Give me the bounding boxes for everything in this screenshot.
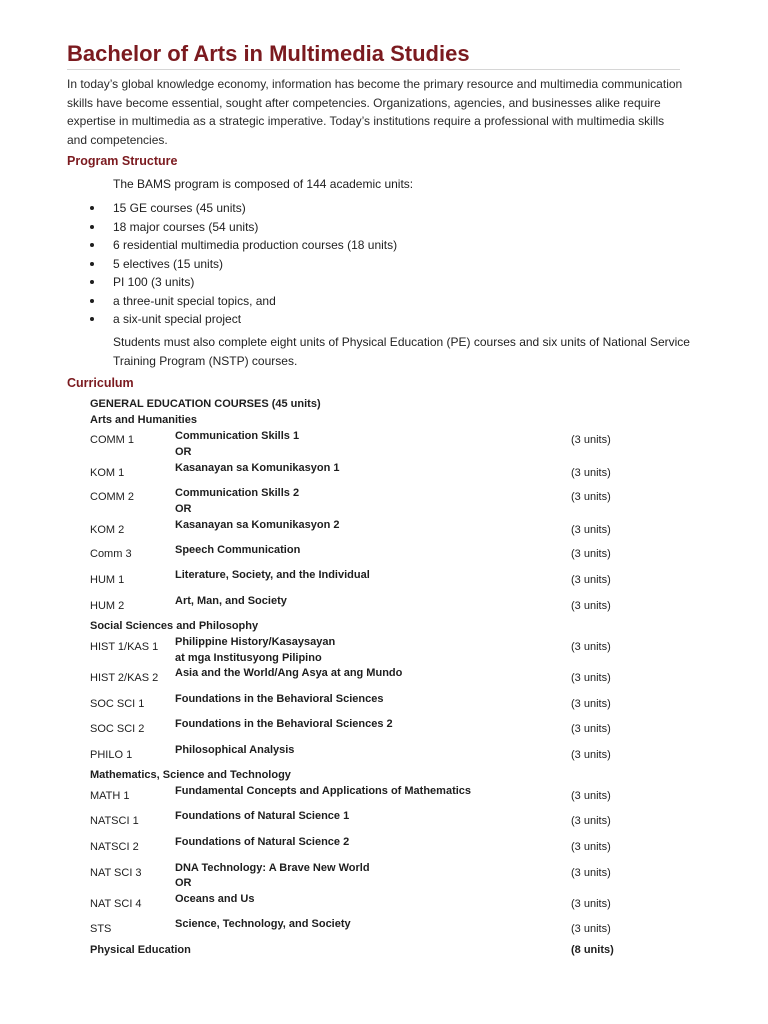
course-code: COMM 1: [90, 434, 134, 446]
course-code: NAT SCI 4: [90, 898, 142, 910]
course-title-line2: at mga Institusyong Pilipino: [175, 652, 322, 664]
course-title: Oceans and Us: [175, 893, 255, 905]
course-code: NAT SCI 3: [90, 867, 142, 879]
course-title: Communication Skills 2: [175, 487, 300, 499]
course-units: (3 units): [571, 749, 611, 761]
course-title: DNA Technology: A Brave New World: [175, 862, 370, 874]
list-item-text: a three-unit special topics, and: [113, 293, 276, 308]
list-item: [90, 236, 397, 255]
list-item-text: 15 GE courses (45 units): [113, 201, 246, 215]
course-code: STS: [90, 923, 112, 935]
course-title: Foundations of Natural Science 2: [175, 836, 350, 848]
list-item: [90, 255, 397, 274]
course-title: Kasanayan sa Komunikasyon 1: [175, 462, 340, 474]
course-units: (3 units): [571, 815, 611, 827]
curriculum-heading: Curriculum: [67, 376, 134, 390]
course-title: Foundations of Natural Science 1: [175, 810, 350, 822]
program-structure-list: [90, 199, 397, 329]
course-code: HIST 2/KAS 2: [90, 672, 159, 684]
course-units: (3 units): [571, 524, 611, 536]
page-title: Bachelor of Arts in Multimedia Studies: [67, 40, 680, 70]
or-label: OR: [175, 446, 192, 458]
course-code: SOC SCI 1: [90, 698, 145, 710]
group-math-science-tech: Mathematics, Science and Technology: [90, 769, 291, 781]
course-code: NATSCI 1: [90, 815, 139, 827]
or-label: OR: [175, 503, 192, 515]
program-composition-text: The BAMS program is composed of 144 academic units:: [113, 177, 414, 191]
bullet-icon: [90, 243, 94, 247]
course-title: Foundations in the Behavioral Sciences: [175, 693, 384, 705]
course-units: (3 units): [571, 574, 611, 586]
course-code: KOM 2: [90, 524, 125, 536]
bullet-icon: [90, 280, 94, 284]
course-units: (3 units): [571, 491, 611, 503]
physical-education-units: (8 units): [571, 944, 614, 956]
course-units: (3 units): [571, 867, 611, 879]
course-units: (3 units): [571, 672, 611, 684]
course-title: Science, Technology, and Society: [175, 918, 351, 930]
list-item-text: 6 residential multimedia production courses (18 units): [113, 238, 398, 252]
program-structure-heading: Program Structure: [67, 154, 178, 168]
course-code: HIST 1/KAS 1: [90, 641, 159, 653]
course-title: Philosophical Analysis: [175, 744, 295, 756]
list-item: [90, 218, 397, 237]
course-units: (3 units): [571, 434, 611, 446]
course-units: (3 units): [571, 923, 611, 935]
course-code: NATSCI 2: [90, 841, 139, 853]
course-title: Philippine History/Kasaysayan: [175, 636, 336, 648]
list-item: [90, 292, 397, 311]
course-title: Speech Communication: [175, 544, 301, 556]
group-social-sciences: Social Sciences and Philosophy: [90, 620, 259, 632]
course-units: (3 units): [571, 600, 611, 612]
bullet-icon: [90, 299, 94, 303]
course-units: (3 units): [571, 790, 611, 802]
course-units: (3 units): [571, 841, 611, 853]
course-units: (3 units): [571, 548, 611, 560]
course-code: HUM 1: [90, 574, 125, 586]
course-code: Comm 3: [90, 548, 132, 560]
intro-paragraph: In today’s global knowledge economy, information has become the primary resource and multimedia communication skills have become essential, sought after competencies. Organizations, agencies, and businesses alike require expertise in multimedia as a strategic imperative. Today’s institutions require a professional with multimedia skills and competencies.: [67, 77, 683, 147]
course-title: Fundamental Concepts and Applications of Mathematics: [175, 785, 472, 797]
list-item: [90, 273, 397, 292]
list-item-text: 5 electives (15 units): [113, 256, 224, 271]
course-code: PHILO 1: [90, 749, 133, 761]
course-units: (3 units): [571, 698, 611, 710]
list-item-text: a six-unit special project: [113, 312, 242, 326]
course-title: Asia and the World/Ang Asya at ang Mundo: [175, 667, 403, 679]
course-code: COMM 2: [90, 491, 134, 503]
pe-nstp-note: Students must also complete eight units of Physical Education (PE) courses and six units of National Service Training Program (NSTP) courses.: [113, 335, 690, 368]
list-item: [90, 310, 397, 329]
or-label: OR: [175, 877, 192, 889]
course-title: Literature, Society, and the Individual: [175, 569, 370, 581]
course-code: KOM 1: [90, 467, 125, 479]
group-arts-humanities: Arts and Humanities: [90, 414, 197, 426]
course-code: MATH 1: [90, 790, 130, 802]
course-units: (3 units): [571, 467, 611, 479]
physical-education-label: Physical Education: [90, 944, 191, 956]
list-item: [90, 199, 397, 218]
course-code: SOC SCI 2: [90, 723, 145, 735]
course-code: HUM 2: [90, 600, 125, 612]
bullet-icon: [90, 262, 94, 266]
course-title: Art, Man, and Society: [175, 595, 287, 607]
list-item-text: 18 major courses (54 units): [113, 219, 259, 234]
bullet-icon: [90, 317, 94, 321]
list-item-text: PI 100 (3 units): [113, 275, 195, 289]
course-units: (3 units): [571, 641, 611, 653]
course-units: (3 units): [571, 898, 611, 910]
course-title: Foundations in the Behavioral Sciences 2: [175, 718, 393, 730]
ge-courses-heading: GENERAL EDUCATION COURSES (45 units): [90, 398, 321, 410]
bullet-icon: [90, 225, 94, 229]
bullet-icon: [90, 206, 94, 210]
course-title: Kasanayan sa Komunikasyon 2: [175, 519, 340, 531]
course-units: (3 units): [571, 723, 611, 735]
course-title: Communication Skills 1: [175, 430, 300, 442]
